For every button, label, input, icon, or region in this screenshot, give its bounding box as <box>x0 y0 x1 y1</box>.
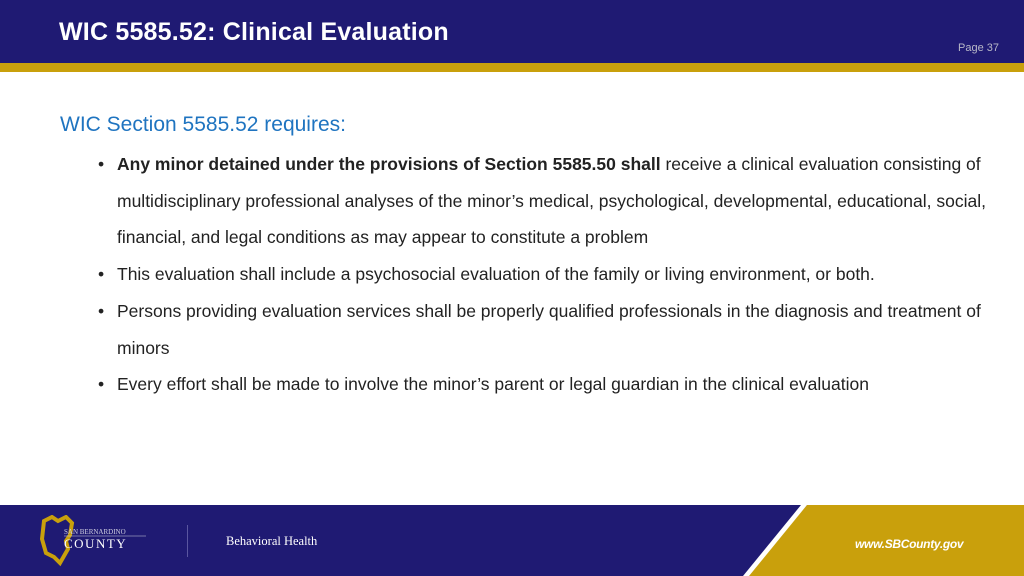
svg-text:SAN BERNARDINO: SAN BERNARDINO <box>64 528 126 536</box>
bullet-list <box>98 146 1018 403</box>
county-logo <box>36 515 156 567</box>
bullet-text: This evaluation shall include a psychosocial evaluation of the family or living environment, or both. <box>117 264 875 285</box>
bullet-text: Every effort shall be made to involve the minor’s parent or legal guardian in the clinical evaluation <box>117 374 869 395</box>
bullet-item <box>98 366 1018 403</box>
bullet-item <box>98 146 1018 256</box>
bullet-bold-text: Any minor detained under the provisions of Section 5585.50 shall <box>117 154 661 174</box>
slide-title: WIC 5585.52: Clinical Evaluation <box>59 18 449 46</box>
website-link[interactable]: www.SBCounty.gov <box>855 537 964 551</box>
section-heading: WIC Section 5585.52 requires: <box>60 113 346 136</box>
bullet-item <box>98 293 1018 366</box>
svg-text:COUNTY: COUNTY <box>64 536 128 551</box>
page-number: Page 37 <box>958 42 999 54</box>
footer-bar <box>0 505 1024 576</box>
department-name: Behavioral Health <box>226 534 318 548</box>
bullet-text: Persons providing evaluation services shall be properly qualified professionals in the diagnosis and treatment of minors <box>117 300 981 358</box>
bullet-text: receive a clinical evaluation consisting of multidisciplinary professional analyses of the minor’s medical, psychological, developmental, educational, social, financial, and legal conditions as may appear to constitute a problem <box>117 154 986 248</box>
header-bar <box>0 0 1024 63</box>
gold-divider <box>0 63 1024 72</box>
bullet-item <box>98 256 1018 293</box>
footer-divider <box>187 525 188 557</box>
